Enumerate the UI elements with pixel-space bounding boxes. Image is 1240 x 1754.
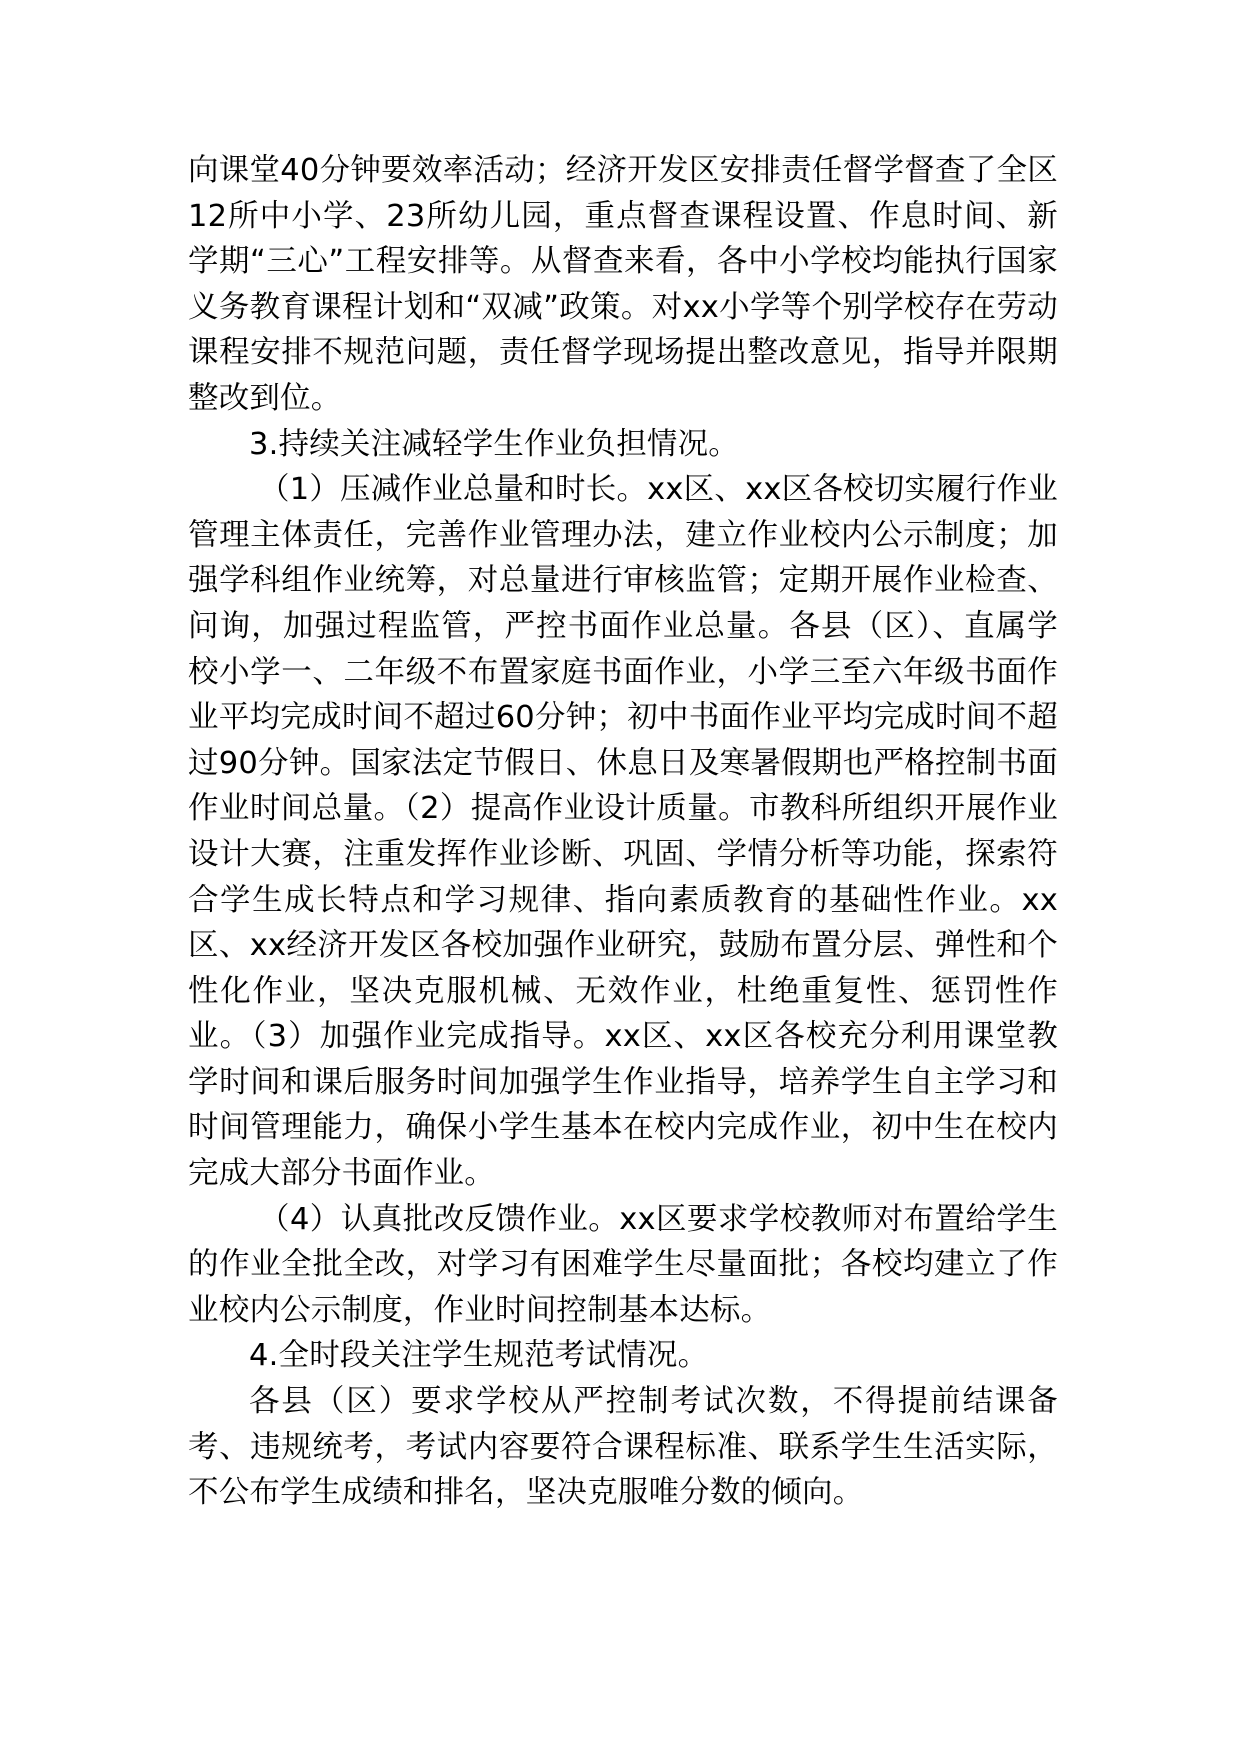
section-heading-4: 4.全时段关注学生规范考试情况。 <box>249 1338 709 1374</box>
paragraph-continuation: 向课堂40分钟要效率活动；经济开发区安排责任督学督查了全区12所中小学、23所幼儿园，重点督查课程设置、作息时间、新学期“三心”工程安排等。从督查来看，各中小学校均能执行国家义务教育课程计划和“双减”政策。对xx小学等个别学校存在劳动课程安排不规范问题，责任督学现场提出整改意见，指导并限期整改到位。 <box>188 153 1058 416</box>
paragraph-exam-regulation: 各县（区）要求学校从严控制考试次数，不得提前结课备考、违规统考，考试内容要符合课程标准、联系学生生活实际，不公布学生成绩和排名，坚决克服唯分数的倾向。 <box>188 1384 1058 1511</box>
paragraph-homework-item-4: （4）认真批改反馈作业。xx区要求学校教师对布置给学生的作业全批全改，对学习有困难学生尽量面批；各校均建立了作业校内公示制度，作业时间控制基本达标。 <box>188 1201 1058 1328</box>
document-body <box>188 148 1058 1516</box>
section-heading-3: 3.持续关注减轻学生作业负担情况。 <box>249 426 739 462</box>
paragraph-homework-items-1-3: （1）压减作业总量和时长。xx区、xx区各校切实履行作业管理主体责任，完善作业管理办法，建立作业校内公示制度；加强学科组作业统筹，对总量进行审核监管；定期开展作业检查、问询，加强过程监管，严控书面作业总量。各县（区）、直属学校小学一、二年级不布置家庭书面作业，小学三至六年级书面作业平均完成时间不超过60分钟；初中书面作业平均完成时间不超过90分钟。国家法定节假日、休息日及寒暑假期也严格控制书面作业时间总量。（2）提高作业设计质量。市教科所组织开展作业设计大赛，注重发挥作业诊断、巩固、学情分析等功能，探索符合学生成长特点和学习规律、指向素质教育的基础性作业。xx区、xx经济开发区各校加强作业研究，鼓励布置分层、弹性和个性化作业，坚决克服机械、无效作业，杜绝重复性、惩罚性作业。（3）加强作业完成指导。xx区、xx区各校充分利用课堂教学时间和课后服务时间加强学生作业指导，培养学生自主学习和时间管理能力，确保小学生基本在校内完成作业，初中生在校内完成大部分书面作业。 <box>188 472 1058 1192</box>
